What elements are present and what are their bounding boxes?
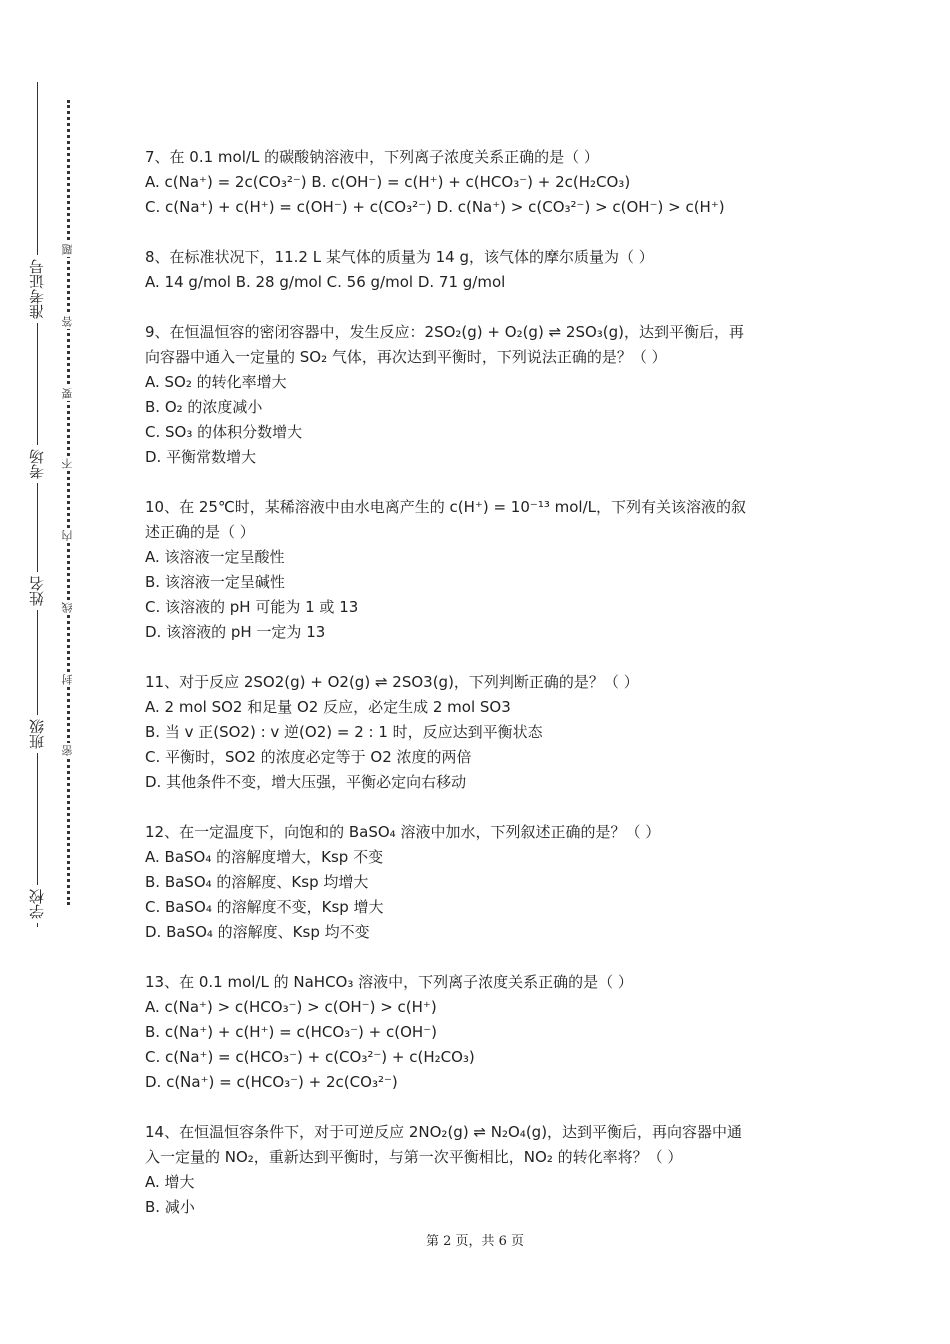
dotted-char: 不 [61, 458, 74, 469]
option-a: A. SO₂ 的转化率增大 [145, 373, 287, 391]
question-stem: 10、在 25℃时，某稀溶液中由水电离产生的 c(H⁺) = 10⁻¹³ mol/L，下列有关该溶液的叙 [145, 498, 746, 516]
binding-solid-line [37, 82, 38, 927]
question-list [145, 145, 815, 1245]
exam-number-label: 准考证号 [22, 255, 52, 323]
class-label: 班级 [22, 715, 52, 753]
option-a: A. c(Na⁺) > c(HCO₃⁻) > c(OH⁻) > c(H⁺) [145, 998, 437, 1016]
question-stem: 11、对于反应 2SO2(g) + O2(g) ⇌ 2SO3(g)，下列判断正确的是？（ ） [145, 673, 639, 691]
dotted-char: 密 [61, 745, 74, 756]
dotted-char: 要 [61, 388, 74, 399]
option-c: C. 平衡时，SO2 的浓度必定等于 O2 浓度的两倍 [145, 748, 472, 766]
option-d: D. c(Na⁺) = c(HCO₃⁻) + 2c(CO₃²⁻) [145, 1073, 398, 1091]
school-label: 学校 [22, 885, 52, 923]
option-b: B. 当 v 正(SO2) : v 逆(O2) = 2 : 1 时，反应达到平衡状态 [145, 723, 543, 741]
option-a: A. 该溶液一定呈酸性 [145, 548, 285, 566]
option-d: D. 该溶液的 pH 一定为 13 [145, 623, 326, 641]
binding-dotted-line [67, 100, 70, 905]
question-12 [145, 820, 815, 945]
dotted-char: 封 [61, 674, 74, 685]
question-stem: 向容器中通入一定量的 SO₂ 气体，再次达到平衡时，下列说法正确的是？（ ） [145, 348, 667, 366]
question-7 [145, 145, 815, 220]
question-stem: 14、在恒温恒容条件下，对于可逆反应 2NO₂(g) ⇌ N₂O₄(g)，达到平衡后，再向容器中通 [145, 1123, 743, 1141]
option-a: A. 2 mol SO2 和足量 O2 反应，必定生成 2 mol SO3 [145, 698, 511, 716]
question-stem: 12、在一定温度下，向饱和的 BaSO₄ 溶液中加水，下列叙述正确的是？（ ） [145, 823, 661, 841]
question-stem: 述正确的是（ ） [145, 523, 255, 541]
question-stem: 7、在 0.1 mol/L 的碳酸钠溶液中，下列离子浓度关系正确的是（ ） [145, 148, 599, 166]
option-b: B. 减小 [145, 1198, 195, 1216]
option-c: C. BaSO₄ 的溶解度不变，Ksp 增大 [145, 898, 384, 916]
question-stem: 13、在 0.1 mol/L 的 NaHCO₃ 溶液中，下列离子浓度关系正确的是（ ） [145, 973, 633, 991]
question-11 [145, 670, 815, 795]
question-14 [145, 1120, 815, 1220]
option-c: C. 该溶液的 pH 可能为 1 或 13 [145, 598, 359, 616]
question-8 [145, 245, 815, 295]
question-13 [145, 970, 815, 1095]
answer-options: A. 14 g/mol B. 28 g/mol C. 56 g/mol D. 71 g/mol [145, 273, 506, 291]
option-b: B. BaSO₄ 的溶解度、Ksp 均增大 [145, 873, 369, 891]
exam-room-label: 考场 [22, 445, 52, 483]
question-stem: 9、在恒温恒容的密闭容器中，发生反应：2SO₂(g) + O₂(g) ⇌ 2SO₃(g)，达到平衡后，再 [145, 323, 745, 341]
option-c: C. c(Na⁺) = c(HCO₃⁻) + c(CO₃²⁻) + c(H₂CO₃) [145, 1048, 475, 1066]
question-stem: 入一定量的 NO₂，重新达到平衡时，与第一次平衡相比，NO₂ 的转化率将？（ ） [145, 1148, 683, 1166]
option-b: B. c(Na⁺) + c(H⁺) = c(HCO₃⁻) + c(OH⁻) [145, 1023, 437, 1041]
dotted-char: 内 [61, 530, 74, 541]
question-9 [145, 320, 815, 470]
option-b: B. 该溶液一定呈碱性 [145, 573, 285, 591]
answer-options: C. c(Na⁺) + c(H⁺) = c(OH⁻) + c(CO₃²⁻) D. c(Na⁺) > c(CO₃²⁻) > c(OH⁻) > c(H⁺) [145, 198, 725, 216]
answer-options: A. c(Na⁺) = 2c(CO₃²⁻) B. c(OH⁻) = c(H⁺) + c(HCO₃⁻) + 2c(H₂CO₃) [145, 173, 631, 191]
option-c: C. SO₃ 的体积分数增大 [145, 423, 303, 441]
dotted-char: 答 [61, 316, 74, 327]
question-10 [145, 495, 815, 645]
option-d: D. 平衡常数增大 [145, 448, 257, 466]
dotted-char: 线 [61, 602, 74, 613]
dotted-char: 题 [61, 244, 74, 255]
option-b: B. O₂ 的浓度减小 [145, 398, 263, 416]
option-d: D. 其他条件不变，增大压强，平衡必定向右移动 [145, 773, 467, 791]
option-d: D. BaSO₄ 的溶解度、Ksp 均不变 [145, 923, 370, 941]
option-a: A. BaSO₄ 的溶解度增大，Ksp 不变 [145, 848, 384, 866]
question-stem: 8、在标准状况下，11.2 L 某气体的质量为 14 g，该气体的摩尔质量为（ ） [145, 248, 654, 266]
page-footer: 第 2 页，共 6 页 [425, 1234, 525, 1249]
binding-margin [0, 0, 110, 1344]
option-a: A. 增大 [145, 1173, 195, 1191]
name-label: 姓名 [22, 572, 52, 610]
